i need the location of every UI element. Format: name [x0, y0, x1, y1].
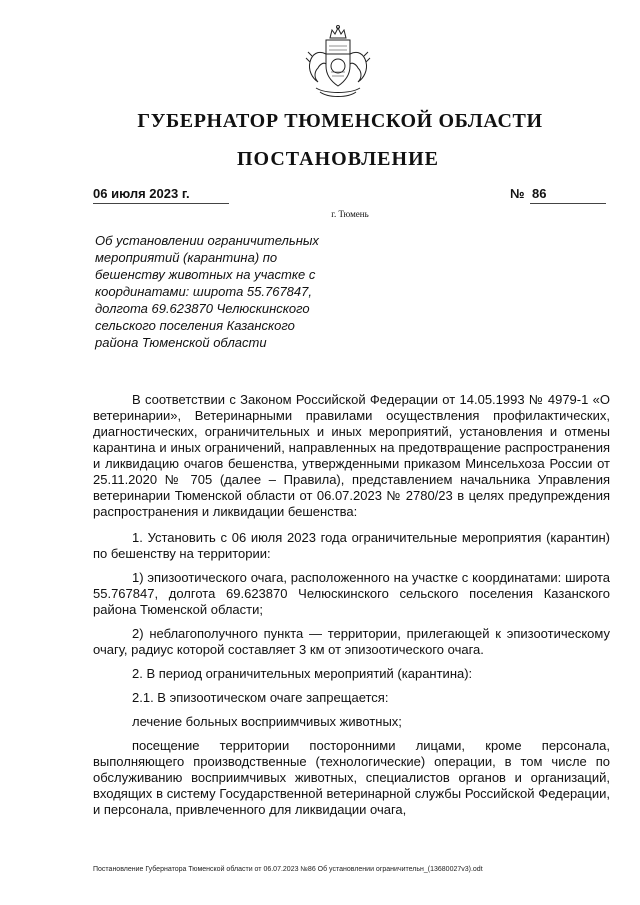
document-date: 06 июля 2023 г. [93, 186, 229, 204]
preamble-paragraph: В соответствии с Законом Российской Федерации от 14.05.1993 № 4979-1 «О ветеринарии», Ветеринарными правилами осуществления профилактических, диагностических, ограничительных и иных мероприятий, установления и отмены карантина и иных ограничений, направленных на предотвращение распространения и ликвидацию очагов бешенства, утвержденными приказом Минсельхоза России от 25.11.2020 № 705 (далее – Правила), представлением начальника Управления ветеринарии Тюменской области от 06.07.2023 № 2780/23 в целях предупреждения распространения и ликвидации бешенства: [93, 392, 610, 519]
clause-2-1-b: посещение территории посторонними лицами, кроме персонала, выполняющего производственные (технологические) операции, в том числе по обслуживанию восприимчивых животных, специалистов органов и организаций, входящих в систему Государственной ветеринарной службы Российской Федерации, и персонала, привлеченного для ликвидации очага, [93, 738, 610, 817]
clause-1: 1. Установить с 06 июля 2023 года ограничительные мероприятия (карантин) по бешенству на территории: [93, 530, 610, 561]
clause-1-2: 2) неблагополучного пункта — территории, прилегающей к эпизоотическому очагу, радиус которой составляет 3 км от эпизоотического очага. [93, 626, 610, 657]
clause-2: 2. В период ограничительных мероприятий (карантина): [132, 666, 473, 681]
document-number: 86 [530, 186, 606, 204]
coat-of-arms-icon [296, 24, 380, 100]
title-line: бешенству животных на участке с [95, 267, 316, 282]
clause-2-1-a: лечение больных восприимчивых животных; [132, 714, 402, 729]
document-type-heading: ПОСТАНОВЛЕНИЕ [237, 148, 439, 170]
issuing-authority-heading: ГУБЕРНАТОР ТЮМЕНСКОЙ ОБЛАСТИ [137, 110, 543, 132]
issue-city: г. Тюмень [331, 209, 369, 219]
file-footer: Постановление Губернатора Тюменской области от 06.07.2023 №86 Об установлении ограничительн_(13680027v3).odt [93, 866, 483, 873]
title-line: района Тюменской области [95, 335, 267, 350]
title-line: мероприятий (карантина) по [95, 250, 278, 265]
title-line: сельского поселения Казанского [95, 318, 295, 333]
clause-1-1: 1) эпизоотического очага, расположенного на участке с координатами: широта 55.767847, долгота 69.623870 Челюскинского сельского поселения Казанского района Тюменской области; [93, 570, 610, 617]
title-line: Об установлении ограничительных [95, 233, 319, 248]
document-number-sign: № [510, 186, 525, 201]
clause-2-1: 2.1. В эпизоотическом очаге запрещается: [132, 690, 389, 705]
document-title [95, 232, 355, 351]
document-body [93, 392, 610, 826]
title-line: долгота 69.623870 Челюскинского [95, 301, 310, 316]
title-line: координатами: широта 55.767847, [95, 284, 312, 299]
